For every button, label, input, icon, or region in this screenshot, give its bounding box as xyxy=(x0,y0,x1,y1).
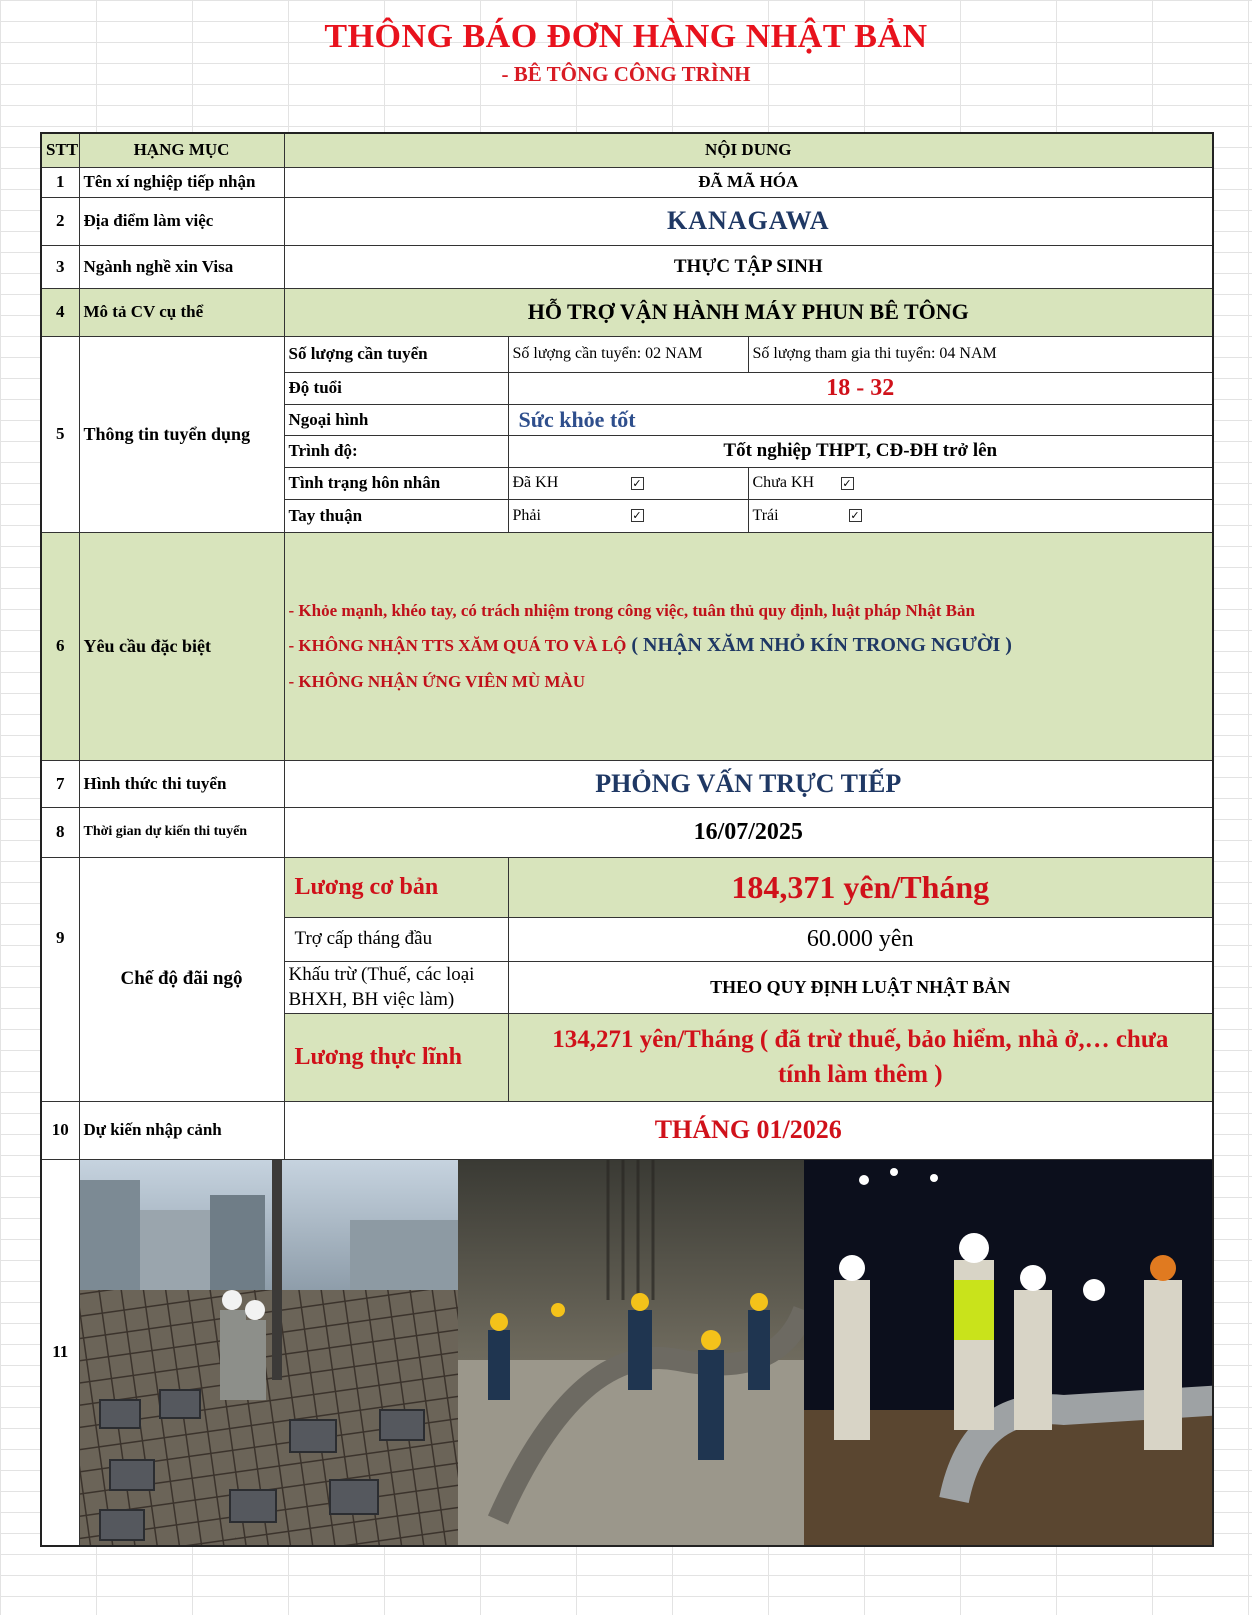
net-salary-label: Lương thực lĩnh xyxy=(284,1013,508,1101)
qty-exam-value: Số lượng tham gia thi tuyển: 04 NAM xyxy=(748,336,1213,372)
table-header-row xyxy=(41,133,1213,167)
job-description-value: HỖ TRỢ VẬN HÀNH MÁY PHUN BÊ TÔNG xyxy=(284,288,1213,336)
row-label: Chế độ đãi ngộ xyxy=(79,857,284,1101)
row-number: 7 xyxy=(41,760,79,807)
row-label: Thời gian dự kiến thi tuyển xyxy=(79,807,284,857)
row-number: 5 xyxy=(41,336,79,532)
photo-strip xyxy=(79,1159,1213,1546)
base-salary-value: 184,371 yên/Tháng xyxy=(508,857,1213,917)
deduction-label: Khấu trừ (Thuế, các loại BHXH, BH việc làm) xyxy=(284,961,508,1013)
construction-photo-concrete-pour xyxy=(458,1160,804,1545)
exam-date-value: 16/07/2025 xyxy=(284,807,1213,857)
single-label: Chưa KH xyxy=(752,474,815,491)
entry-date-value: THÁNG 01/2026 xyxy=(284,1101,1213,1159)
table-row xyxy=(41,857,1213,917)
table-row xyxy=(41,288,1213,336)
checkbox-checked-icon: ✓ xyxy=(632,476,642,490)
table-row xyxy=(41,1101,1213,1159)
requirement-line: - KHÔNG NHẬN ỨNG VIÊN MÙ MÀU xyxy=(288,671,586,691)
requirement-line: - Khỏe mạnh, khéo tay, có trách nhiệm trong công việc, tuân thủ quy định, luật pháp Nhật Bản xyxy=(288,600,975,620)
header-stt: STT xyxy=(41,133,79,167)
appearance-value: Sức khỏe tốt xyxy=(508,404,1213,435)
header-category: HẠNG MỤC xyxy=(79,133,284,167)
checkbox-checked-icon: ✓ xyxy=(850,509,860,523)
checkbox-checked-icon: ✓ xyxy=(842,476,852,490)
table-row xyxy=(41,336,1213,372)
order-table xyxy=(40,132,1214,1547)
age-value: 18 - 32 xyxy=(508,372,1213,404)
left-hand-option xyxy=(748,499,1213,532)
row-number: 3 xyxy=(41,245,79,288)
married-option xyxy=(508,467,748,499)
row-label: Dự kiến nhập cảnh xyxy=(79,1101,284,1159)
married-label: Đã KH xyxy=(512,474,559,491)
single-option xyxy=(748,467,1213,499)
first-month-allowance-label: Trợ cấp tháng đầu xyxy=(284,917,508,961)
row-label: Ngành nghề xin Visa xyxy=(79,245,284,288)
requirement-line: - KHÔNG NHẬN TTS XĂM QUÁ TO VÀ LỘ ( NHẬN XĂM NHỎ KÍN TRONG NGƯỜI ) xyxy=(288,633,1012,656)
base-salary-label: Lương cơ bản xyxy=(284,857,508,917)
table-row xyxy=(41,167,1213,197)
row-number: 4 xyxy=(41,288,79,336)
row-number: 10 xyxy=(41,1101,79,1159)
page-title: THÔNG BÁO ĐƠN HÀNG NHẬT BẢN xyxy=(324,18,928,55)
row-label: Tên xí nghiệp tiếp nhận xyxy=(79,167,284,197)
education-label: Trình độ: xyxy=(284,435,508,467)
left-hand-label: Trái xyxy=(752,506,779,524)
requirement-note: ( NHẬN XĂM NHỎ KÍN TRONG NGƯỜI ) xyxy=(626,633,1012,656)
table-row xyxy=(41,760,1213,807)
construction-photo-night-work xyxy=(804,1160,1214,1545)
right-hand-option xyxy=(508,499,748,532)
construction-photo-rebar-deck xyxy=(80,1160,458,1545)
row-number: 9 xyxy=(41,857,79,1101)
row-label: Địa điểm làm việc xyxy=(79,197,284,245)
appearance-label: Ngoại hình xyxy=(284,404,508,435)
marital-label: Tình trạng hôn nhân xyxy=(284,467,508,499)
special-requirements xyxy=(284,532,1213,760)
row-number: 6 xyxy=(41,532,79,760)
row-number: 8 xyxy=(41,807,79,857)
row-number: 1 xyxy=(41,167,79,197)
visa-type-value: THỰC TẬP SINH xyxy=(284,245,1213,288)
row-label: Yêu cầu đặc biệt xyxy=(79,532,284,760)
work-location-value: KANAGAWA xyxy=(284,197,1213,245)
row-label: Hình thức thi tuyển xyxy=(79,760,284,807)
checkbox-checked-icon: ✓ xyxy=(632,509,642,523)
handedness-label: Tay thuận xyxy=(284,499,508,532)
qty-label: Số lượng cần tuyển xyxy=(284,336,508,372)
row-number: 11 xyxy=(41,1159,79,1546)
table-row xyxy=(41,1159,1213,1546)
exam-format-value: PHỎNG VẤN TRỰC TIẾP xyxy=(284,760,1213,807)
education-value: Tốt nghiệp THPT, CĐ-ĐH trở lên xyxy=(508,435,1213,467)
company-name-value: ĐÃ MÃ HÓA xyxy=(284,167,1213,197)
net-salary-value: 134,271 yên/Tháng ( đã trừ thuế, bảo hiểm, nhà ở,… chưa tính làm thêm ) xyxy=(508,1013,1213,1101)
page-subtitle: - BÊ TÔNG CÔNG TRÌNH xyxy=(501,62,751,86)
table-row xyxy=(41,245,1213,288)
first-month-allowance-value: 60.000 yên xyxy=(508,917,1213,961)
table-row xyxy=(41,807,1213,857)
right-hand-label: Phải xyxy=(512,506,541,524)
table-row xyxy=(41,197,1213,245)
deduction-value: THEO QUY ĐỊNH LUẬT NHẬT BẢN xyxy=(508,961,1213,1013)
qty-need-value: Số lượng cần tuyển: 02 NAM xyxy=(508,336,748,372)
row-label: Mô tả CV cụ thể xyxy=(79,288,284,336)
table-row xyxy=(41,532,1213,760)
age-label: Độ tuổi xyxy=(284,372,508,404)
row-label: Thông tin tuyển dụng xyxy=(79,336,284,532)
row-number: 2 xyxy=(41,197,79,245)
header-content: NỘI DUNG xyxy=(284,133,1213,167)
